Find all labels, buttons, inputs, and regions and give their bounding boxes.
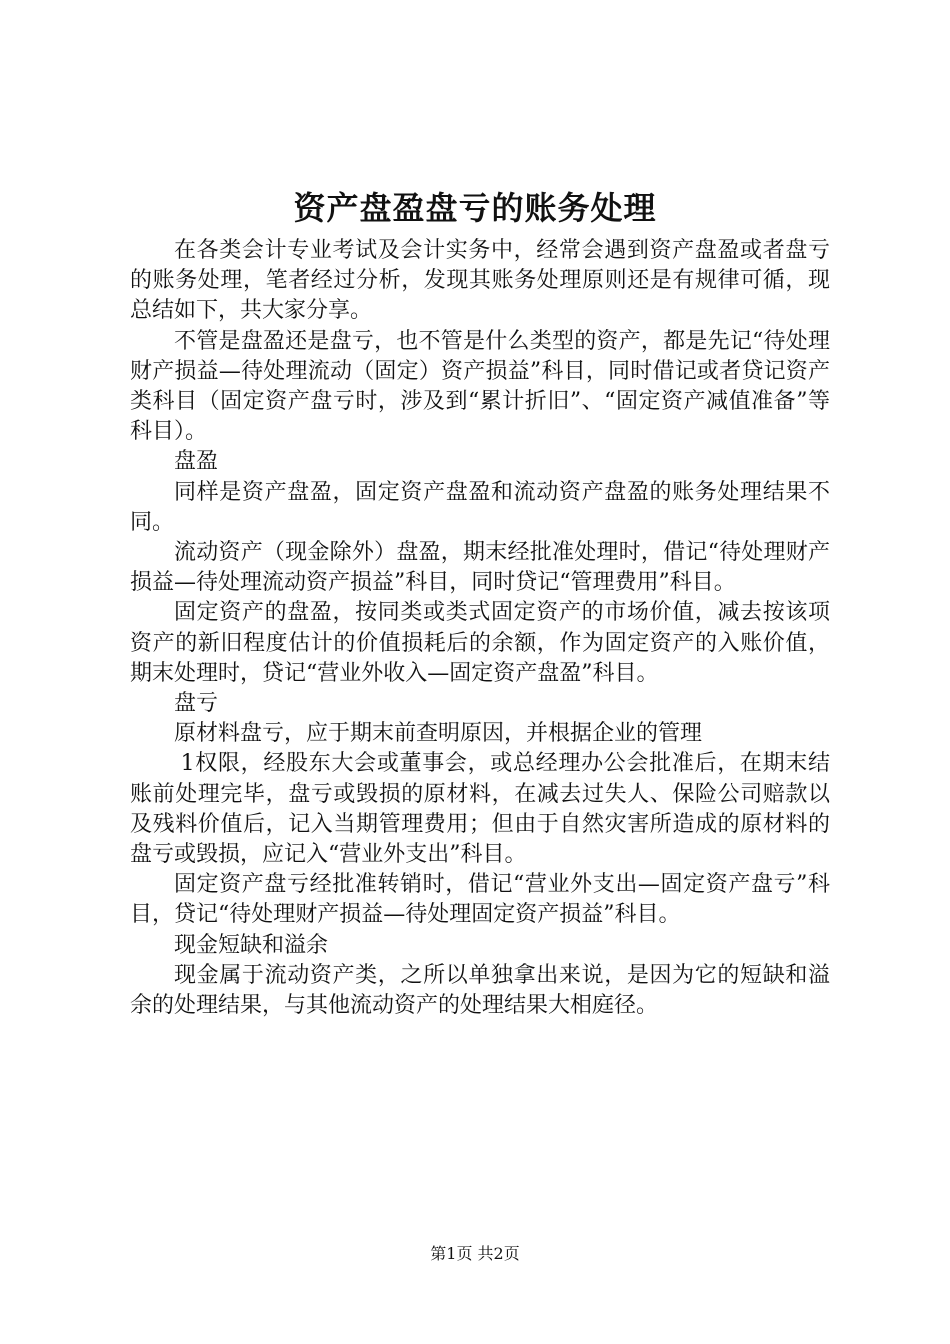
paragraph-current-asset-surplus: 流动资产（现金除外）盘盈，期末经批准处理时，借记“待处理财产损益—待处理流动资产损益”科目，同时贷记“管理费用”科目。 [130, 540, 830, 596]
paragraph-fixed-asset-surplus: 固定资产的盘盈，按同类或类式固定资产的市场价值，减去按该项资产的新旧程度估计的价值损耗后的余额，作为固定资产的入账价值，期末处理时，贷记“营业外收入—固定资产盘盈”科目。 [130, 600, 830, 686]
page-footer: 第1页 共2页 [430, 1244, 520, 1263]
section-heading-cash: 现金短缺和溢余 [174, 932, 329, 958]
document-title: 资产盘盈盘亏的账务处理 [293, 189, 657, 227]
paragraph-intro: 在各类会计专业考试及会计实务中，经常会遇到资产盘盈或者盘亏的账务处理，笔者经过分析，发现其账务处理原则还是有规律可循，现总结如下，共大家分享。 [130, 238, 830, 324]
paragraph-material-shortage-continued: 1权限，经股东大会或董事会，或总经理办公会批准后，在期末结账前处理完毕，盘亏或毁损的原材料，在减去过失人、保险公司赔款以及残料价值后，记入当期管理费用；但由于自然灾害所造成的原材料的盘亏或毁损，应记入“营业外支出”科目。 [130, 751, 830, 868]
paragraph-fixed-asset-shortage: 固定资产盘亏经批准转销时，借记“营业外支出—固定资产盘亏”科目，贷记“待处理财产损益—待处理固定资产损益”科目。 [130, 872, 830, 928]
paragraph-cash: 现金属于流动资产类，之所以单独拿出来说，是因为它的短缺和溢余的处理结果，与其他流动资产的处理结果大相庭径。 [130, 962, 830, 1019]
paragraph-material-shortage: 原材料盘亏，应于期末前查明原因，并根据企业的管理 [174, 721, 703, 747]
section-heading-shortage: 盘亏 [174, 691, 219, 717]
paragraph-surplus-difference: 同样是资产盘盈，固定资产盘盈和流动资产盘盈的账务处理结果不同。 [130, 479, 830, 535]
paragraph-principle: 不管是盘盈还是盘亏，也不管是什么类型的资产，都是先记“待处理财产损益—待处理流动（固定）资产损益”科目，同时借记或者贷记资产类科目（固定资产盘亏时，涉及到“累计折旧”、“固定资产减值准备”等科目）。 [130, 328, 830, 445]
section-heading-surplus: 盘盈 [174, 449, 219, 475]
document-body [130, 236, 830, 1021]
